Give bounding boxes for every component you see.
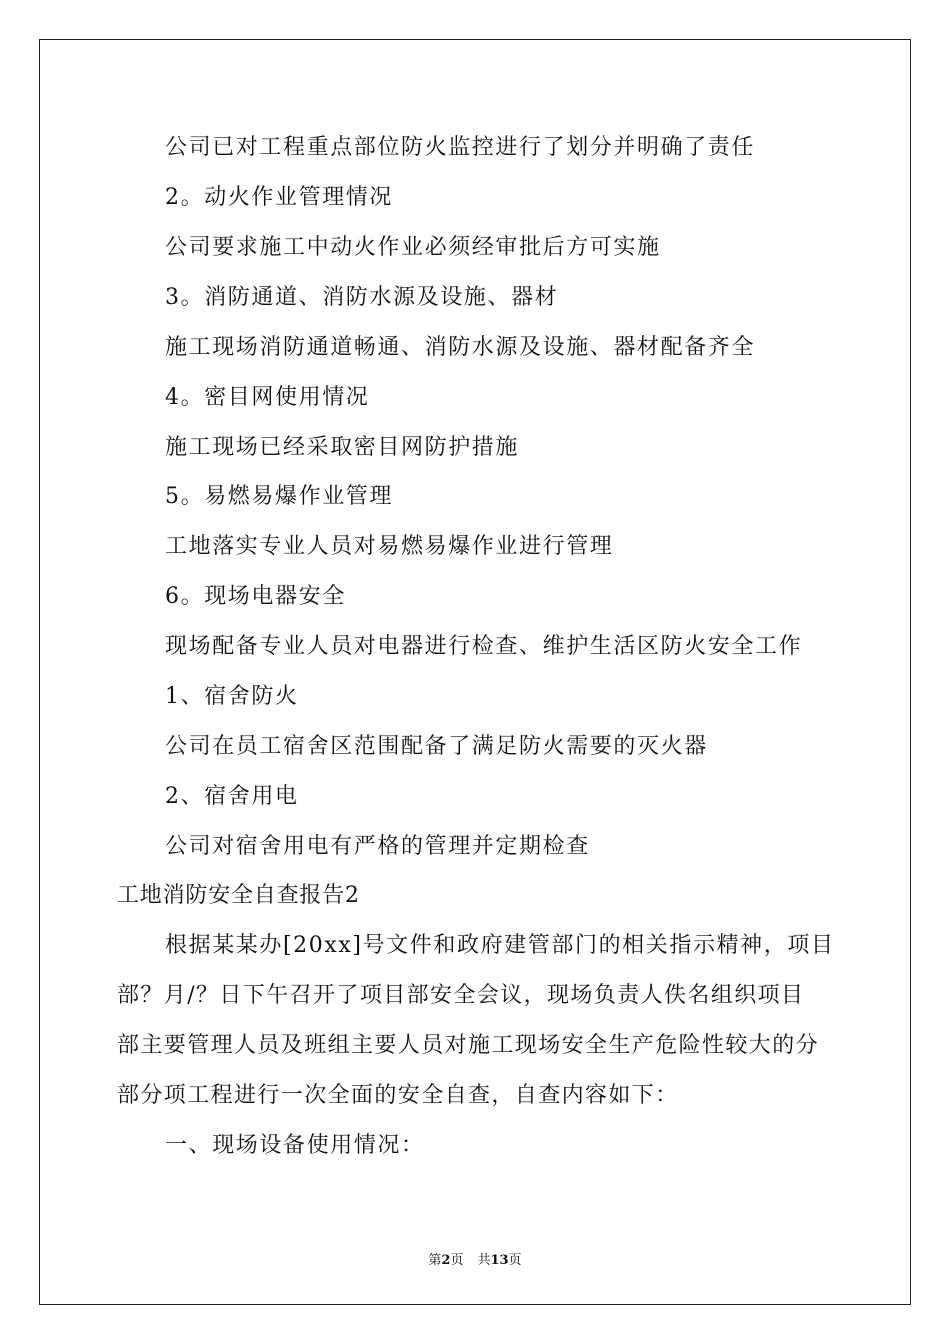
paragraph-line: 部主要管理人员及班组主要人员对施工现场安全生产危险性较大的分 [117, 1033, 820, 1058]
paragraph-line: 根据某某办[20xx]号文件和政府建管部门的相关指示精神，项目 [165, 933, 835, 958]
text-line: 5。易燃易爆作业管理 [165, 484, 393, 509]
page-suffix: 页 [450, 1253, 464, 1268]
text-line: 公司在员工宿舍区范围配备了满足防火需要的灭火器 [165, 734, 708, 759]
text-line: 公司对宿舍用电有严格的管理并定期检查 [165, 834, 590, 859]
text-line: 施工现场已经采取密目网防护措施 [165, 435, 520, 460]
total-pages: 13 [490, 1253, 509, 1268]
text-line: 6。现场电器安全 [165, 584, 346, 609]
report-heading: 工地消防安全自查报告2 [117, 883, 360, 908]
page-footer [0, 1249, 950, 1268]
text-line: 2。动火作业管理情况 [165, 185, 393, 210]
page-prefix: 第 [428, 1253, 442, 1268]
total-suffix: 页 [508, 1253, 522, 1268]
text-line: 现场配备专业人员对电器进行检查、维护生活区防火安全工作 [165, 634, 803, 659]
text-line: 施工现场消防通道畅通、消防水源及设施、器材配备齐全 [165, 335, 756, 360]
paragraph-line: 部？月/？日下午召开了项目部安全会议，现场负责人佚名组织项目 [117, 983, 805, 1008]
text-line: 公司已对工程重点部位防火监控进行了划分并明确了责任 [165, 135, 756, 160]
text-line: 工地落实专业人员对易燃易爆作业进行管理 [165, 534, 614, 559]
section-subheading: 一、现场设备使用情况： [165, 1133, 425, 1158]
paragraph-line: 部分项工程进行一次全面的安全自查，自查内容如下： [117, 1083, 679, 1108]
text-line: 2、宿舍用电 [165, 784, 299, 809]
total-prefix: 共 [477, 1253, 491, 1268]
text-line: 公司要求施工中动火作业必须经审批后方可实施 [165, 235, 661, 260]
text-line: 1、宿舍防火 [165, 684, 299, 709]
text-line: 3。消防通道、消防水源及设施、器材 [165, 285, 559, 310]
text-line: 4。密目网使用情况 [165, 385, 370, 410]
page-number: 2 [441, 1253, 451, 1268]
page-border [39, 39, 911, 1305]
